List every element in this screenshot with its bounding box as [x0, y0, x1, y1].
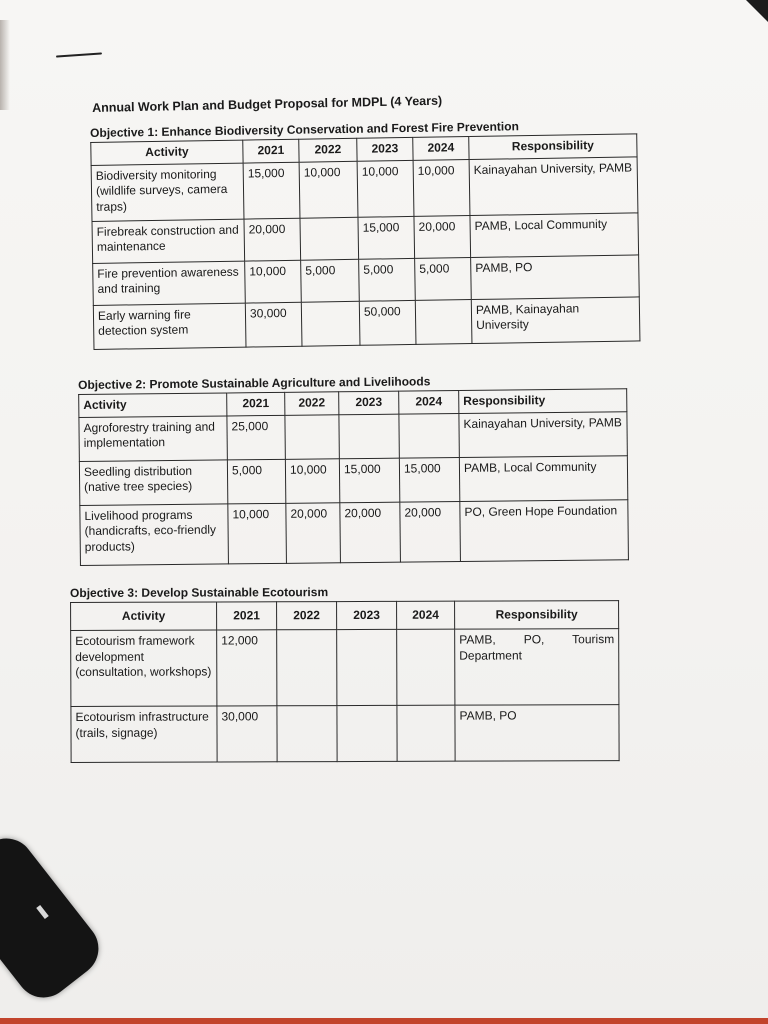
value-cell: 12,000: [217, 630, 277, 706]
header-responsibility: Responsibility: [469, 134, 637, 159]
header-2022: 2022: [277, 602, 337, 630]
value-cell: 30,000: [245, 302, 302, 347]
responsibility-cell: PAMB, Local Community: [459, 455, 627, 501]
table-row: [91, 156, 638, 221]
document-title: Annual Work Plan and Budget Proposal for MDPL (4 Years): [92, 93, 443, 115]
table-row: [93, 296, 640, 349]
value-cell: 20,000: [244, 218, 301, 261]
header-activity: Activity: [71, 602, 217, 631]
objective-2-table: [78, 388, 629, 565]
table-row: [71, 705, 619, 763]
page-edge-shadow: [0, 20, 10, 110]
table-row: [71, 629, 619, 707]
activity-cell: Ecotourism infrastructure (trails, signage): [71, 706, 217, 763]
value-cell: [415, 299, 472, 344]
header-responsibility: Responsibility: [459, 389, 627, 413]
header-2021: 2021: [217, 602, 277, 630]
activity-cell: Firebreak construction and maintenance: [92, 219, 245, 263]
value-cell: [285, 414, 339, 459]
header-2021: 2021: [243, 139, 299, 162]
value-cell: 15,000: [243, 162, 300, 219]
value-cell: [397, 705, 455, 761]
value-cell: 20,000: [286, 502, 341, 563]
objective-1-section: [90, 117, 640, 349]
responsibility-cell: PAMB, Local Community: [470, 212, 639, 257]
value-cell: 15,000: [339, 458, 399, 503]
value-cell: 5,000: [301, 259, 360, 302]
value-cell: 15,000: [358, 216, 415, 259]
value-cell: [337, 629, 397, 705]
activity-cell: Biodiversity monitoring (wildlife surveys, camera traps): [91, 163, 244, 221]
objective-3-table: [70, 600, 620, 763]
value-cell: 10,000: [245, 260, 302, 303]
header-2023: 2023: [337, 601, 397, 629]
value-cell: 10,000: [357, 160, 414, 217]
activity-cell: Ecotourism framework development (consultation, workshops): [71, 630, 217, 707]
header-2024: 2024: [413, 137, 469, 160]
responsibility-cell: PO, Green Hope Foundation: [460, 499, 629, 561]
header-2024: 2024: [397, 601, 455, 629]
value-cell: 20,000: [414, 215, 471, 258]
header-2021: 2021: [227, 392, 285, 415]
objective-1-table: [90, 133, 640, 349]
value-cell: [397, 629, 455, 705]
value-cell: 20,000: [400, 501, 461, 562]
header-2022: 2022: [299, 138, 357, 161]
value-cell: 50,000: [359, 300, 416, 345]
activity-cell: Livelihood programs (handicrafts, eco-friendly products): [80, 503, 229, 565]
responsibility-cell: PAMB, PO: [471, 254, 640, 299]
value-cell: [339, 414, 399, 459]
table-row: [80, 499, 629, 565]
responsibility-cell: PAMB, Kainayahan University: [471, 296, 640, 343]
objective-3-title: Objective 3: Develop Sustainable Ecotourism: [70, 585, 329, 600]
value-cell: 30,000: [217, 706, 277, 762]
activity-cell: Seedling distribution (native tree species): [79, 459, 227, 505]
value-cell: [277, 630, 337, 706]
header-activity: Activity: [91, 140, 243, 165]
value-cell: 15,000: [399, 457, 459, 502]
value-cell: 5,000: [415, 257, 472, 300]
objective-3-section: [70, 584, 620, 763]
responsibility-cell: PAMB, PO, Tourism Department: [455, 629, 619, 706]
header-responsibility: Responsibility: [455, 601, 619, 630]
objective-1-title: Objective 1: Enhance Biodiversity Conservation and Forest Fire Prevention: [90, 119, 519, 140]
value-cell: 10,000: [299, 161, 358, 218]
value-cell: 5,000: [227, 459, 285, 504]
value-cell: [399, 413, 459, 458]
value-cell: 25,000: [227, 415, 285, 460]
header-2022: 2022: [285, 392, 339, 415]
activity-cell: Agroforestry training and implementation: [79, 415, 227, 461]
responsibility-cell: PAMB, PO: [455, 705, 619, 762]
table-row: [79, 455, 627, 505]
value-cell: 10,000: [285, 458, 339, 503]
header-2023: 2023: [339, 391, 399, 414]
value-cell: [277, 706, 337, 762]
value-cell: [300, 217, 359, 260]
corner-shadow: [746, 0, 768, 22]
activity-cell: Fire prevention awareness and training: [93, 261, 246, 305]
objective-2-section: [78, 372, 629, 565]
value-cell: [301, 301, 360, 346]
value-cell: 10,000: [228, 503, 287, 564]
value-cell: [337, 705, 397, 761]
table-row: [79, 411, 627, 461]
objective-2-title: Objective 2: Promote Sustainable Agriculture and Livelihoods: [78, 374, 431, 392]
header-2023: 2023: [357, 137, 413, 160]
header-activity: Activity: [79, 393, 227, 417]
value-cell: 5,000: [359, 258, 416, 301]
header-2024: 2024: [399, 391, 459, 414]
activity-cell: Early warning fire detection system: [93, 303, 246, 349]
responsibility-cell: Kainayahan University, PAMB: [459, 411, 627, 457]
table-edge-strip: [0, 1018, 768, 1024]
value-cell: 20,000: [340, 502, 401, 563]
table-header-row: [71, 601, 619, 631]
value-cell: 10,000: [413, 159, 470, 216]
responsibility-cell: Kainayahan University, PAMB: [469, 156, 638, 215]
